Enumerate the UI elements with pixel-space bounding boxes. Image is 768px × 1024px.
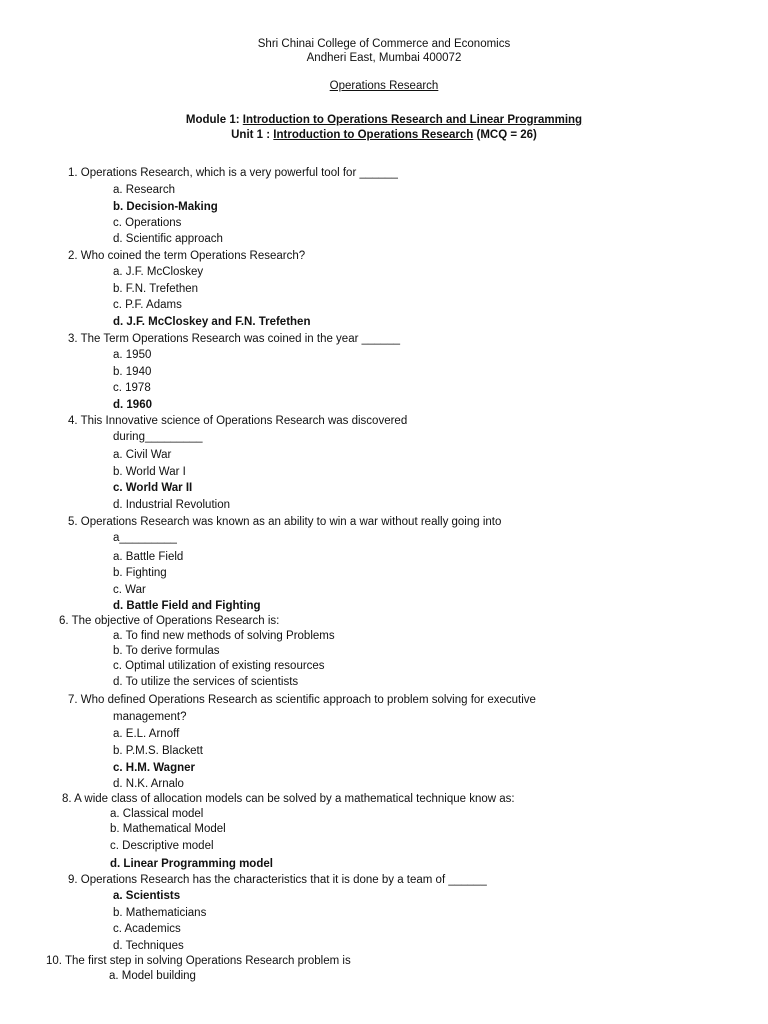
subject-title: Operations Research <box>329 80 439 92</box>
question-number: 4. <box>68 415 78 427</box>
answer-option: b. Fighting <box>113 567 167 579</box>
college-address: Andheri East, Mumbai 400072 <box>306 52 462 64</box>
answer-option: a. Model building <box>109 970 196 982</box>
question-number: 3. <box>68 333 78 345</box>
answer-option: b. 1940 <box>113 366 152 378</box>
answer-option: a. Research <box>113 184 176 196</box>
question-text: Operations Research, which is a very powerful tool for ______ <box>77 167 398 179</box>
unit-mcq-count: (MCQ = 26) <box>476 129 537 141</box>
answer-option: d. Scientific approach <box>113 233 223 245</box>
question-9 <box>68 873 487 887</box>
answer-option: c. 1978 <box>113 382 151 394</box>
answer-option-correct: d. J.F. McCloskey and F.N. Trefethen <box>113 316 311 328</box>
question-number: 7. <box>68 694 78 706</box>
question-number: 5. <box>68 516 78 528</box>
question-text: The first step in solving Operations Research problem is <box>62 955 351 967</box>
answer-option: a. J.F. McCloskey <box>113 266 204 278</box>
question-text: Who coined the term Operations Research? <box>77 250 306 262</box>
answer-option: d. N.K. Arnalo <box>113 778 184 790</box>
answer-option-correct: d. Battle Field and Fighting <box>113 600 261 612</box>
question-7 <box>68 693 536 707</box>
question-number: 10. <box>46 955 62 967</box>
answer-option: c. Academics <box>113 923 181 935</box>
question-number: 1. <box>68 167 78 179</box>
question-text: The objective of Operations Research is: <box>68 615 280 627</box>
answer-option: c. P.F. Adams <box>113 299 182 311</box>
answer-option: a. To find new methods of solving Problems <box>113 630 335 642</box>
answer-option: b. Mathematicians <box>113 907 207 919</box>
answer-option-correct: a. Scientists <box>113 890 181 902</box>
unit-heading <box>0 128 768 142</box>
question-text: Operations Research was known as an ability to win a war without really going into <box>77 516 502 528</box>
question-number: 2. <box>68 250 78 262</box>
answer-option: c. Descriptive model <box>110 840 214 852</box>
unit-title: Introduction to Operations Research <box>273 129 474 141</box>
answer-option: a. 1950 <box>113 349 152 361</box>
module-heading <box>0 113 768 127</box>
question-text: This Innovative science of Operations Research was discovered <box>77 415 408 427</box>
answer-option-correct: b. Decision-Making <box>113 201 218 213</box>
question-text-continued: management? <box>113 711 187 723</box>
answer-option: d. To utilize the services of scientists <box>113 676 299 688</box>
question-text-continued: during_________ <box>113 431 203 443</box>
question-4 <box>68 414 407 428</box>
question-text: Who defined Operations Research as scientific approach to problem solving for executive <box>77 694 536 706</box>
question-text: Operations Research has the characteristics that it is done by a team of ______ <box>77 874 487 886</box>
question-6 <box>59 614 279 628</box>
answer-option: c. Optimal utilization of existing resources <box>113 660 325 672</box>
answer-option: b. To derive formulas <box>113 645 220 657</box>
answer-option-correct: c. World War II <box>113 482 193 494</box>
answer-option-correct: d. 1960 <box>113 399 152 411</box>
question-3 <box>68 332 400 346</box>
question-5 <box>68 515 501 529</box>
unit-prefix: Unit 1 : <box>231 129 271 141</box>
question-2 <box>68 249 305 263</box>
answer-option: a. Classical model <box>110 808 204 820</box>
question-text: A wide class of allocation models can be solved by a mathematical technique know as: <box>71 793 515 805</box>
question-number: 9. <box>68 874 78 886</box>
module-title: Introduction to Operations Research and Linear Programming <box>242 114 583 126</box>
question-10 <box>46 954 351 968</box>
module-prefix: Module 1: <box>185 114 240 126</box>
answer-option: b. Mathematical Model <box>110 823 226 835</box>
question-number: 8. <box>62 793 72 805</box>
answer-option: b. F.N. Trefethen <box>113 283 199 295</box>
answer-option: a. Battle Field <box>113 551 184 563</box>
answer-option: a. E.L. Arnoff <box>113 728 180 740</box>
question-8 <box>62 792 515 806</box>
college-name: Shri Chinai College of Commerce and Economics <box>257 38 511 50</box>
answer-option-correct: d. Linear Programming model <box>110 858 273 870</box>
question-1 <box>68 166 398 180</box>
answer-option-correct: c. H.M. Wagner <box>113 762 195 774</box>
question-text: The Term Operations Research was coined in the year ______ <box>77 333 400 345</box>
answer-option: c. War <box>113 584 146 596</box>
answer-option: b. World War I <box>113 466 186 478</box>
answer-option: c. Operations <box>113 217 182 229</box>
answer-option: a. Civil War <box>113 449 172 461</box>
answer-option: b. P.M.S. Blackett <box>113 745 203 757</box>
answer-option: d. Techniques <box>113 940 184 952</box>
question-text-continued: a_________ <box>113 532 177 544</box>
answer-option: d. Industrial Revolution <box>113 499 230 511</box>
question-number: 6. <box>59 615 69 627</box>
